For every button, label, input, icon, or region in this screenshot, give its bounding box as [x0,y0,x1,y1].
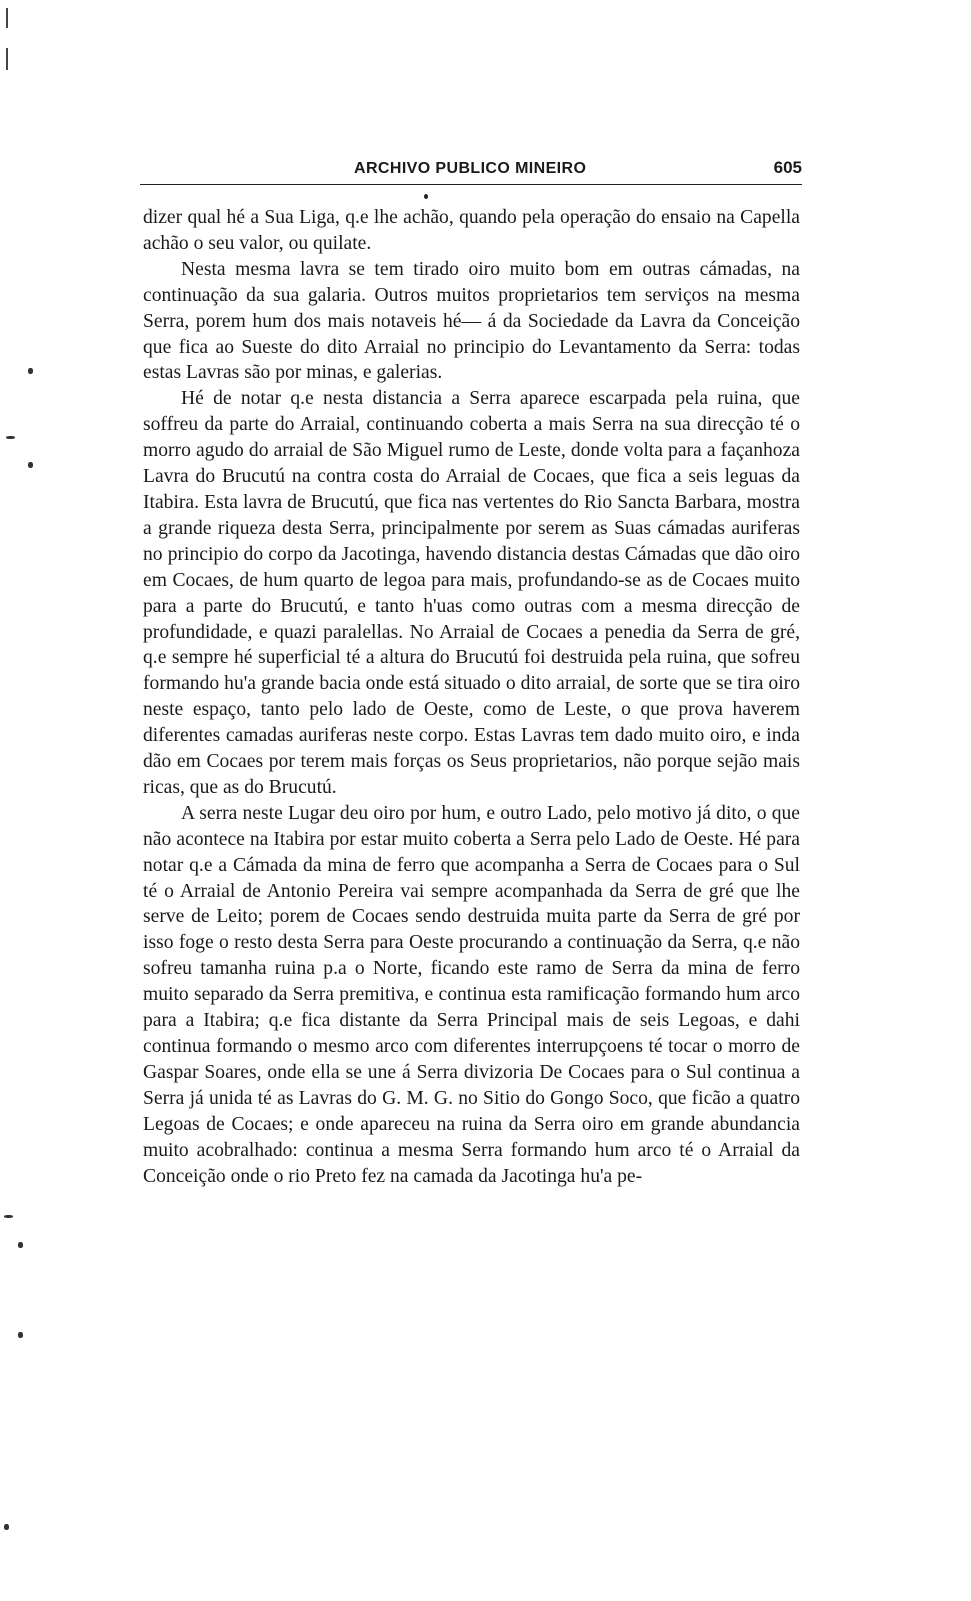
paragraph-continued: dizer qual hé a Sua Liga, q.e lhe achão, quando pela operação do ensaio na Capella achão o seu valor, ou quilate. [143,207,800,254]
scan-artifact [6,48,8,70]
paragraph: Nesta mesma lavra se tem tirado oiro muito bom em outras cámadas, na continuação da sua galaria. Outros muitos proprietarios tem serviços na mesma Serra, porem hum dos mais notaveis hé— á da Sociedade da Lavra da Conceição que fica ao Sueste do dito Arraial no principio do Levantamento da Serra: todas estas Lavras são por minas, e galerias. [143,258,800,384]
scan-artifact [4,1524,9,1530]
scan-artifact [6,8,8,28]
header-rule [140,184,802,185]
scan-artifact [28,462,33,468]
scan-artifact [18,1332,23,1338]
page-header [140,158,802,182]
scan-artifact [28,368,33,374]
running-title: ARCHIVO PUBLICO MINEIRO [354,160,587,177]
body-text [143,205,800,1189]
scan-artifact [6,436,15,439]
paragraph: A serra neste Lugar deu oiro por hum, e outro Lado, pelo motivo já dito, o que não acontece na Itabira por estar muito coberta a Serra pelo Lado de Oeste. Hé para notar q.e a Cámada da mina de ferro que acompanha a Serra de Cocaes para o Sul té o Arraial de Antonio Pereira vai sempre acompanhada da Serra de gré que lhe serve de Leito; porem de Cocaes sendo destruida muita parte da Serra de gré por isso foge o resto desta Serra para Oeste procurando a continuação da Serra, q.e não sofreu tamanha ruina p.a o Norte, ficando este ramo de Serra da mina de ferro muito separado da Serra premitiva, e continua esta ramificação formando hum arco para a Itabira; q.e fica distante da Serra Principal mais de seis Legoas, e dahi continua formando o mesmo arco com diferentes interrupçoens té tocar o morro de Gaspar Soares, onde ella se une á Serra divizoria De Cocaes para o Sul continua a Serra já unida té as Lavras do G. M. G. no Sitio do Gongo Soco, que ficão a quatro Legoas de Cocaes; e onde apareceu na ruina da Serra oiro em grande abundancia muito acobralhado: continua a mesma Serra formando hum arco té o Arraial da Conceição onde o rio Preto fez na camada da Jacotinga hu'a pe- [143,802,800,1187]
scan-artifact [18,1242,23,1248]
scan-artifact [4,1215,13,1218]
paragraph: Hé de notar q.e nesta distancia a Serra aparece escarpada pela ruina, que soffreu da parte do Arraial, continuando coberta a mais Serra na sua direcção té o morro agudo do arraial de São Miguel rumo de Leste, donde volta para a façanhoza Lavra do Brucutú na contra costa do Arraial de Cocaes, que fica a seis leguas da Itabira. Esta lavra de Brucutú, que fica nas vertentes do Rio Sancta Barbara, mostra a grande riqueza desta Serra, principalmente por serem as Suas cámadas auriferas no principio do corpo da Jacotinga, havendo distancia destas Cámadas que dão oiro em Cocaes, de hum quarto de legoa para mais, profundando-se as de Cocaes muito para a parte do Brucutú, e tanto h'uas como outras com a mesma direcção de profundidade, e quazi paralellas. No Arraial de Cocaes a penedia da Serra de gré, q.e sempre hé superficial té a altura do Brucutú foi destruida pela ruina, que sofreu formando hu'a grande bacia onde está situado o dito arraial, de sorte que se tira oiro neste espaço, tanto pelo lado de Oeste, como de Leste, o que prova haverem diferentes camadas auriferas neste corpo. Estas Lavras tem dado muito oiro, e inda dão em Cocaes por terem mais forças os Seus proprietarios, não porque sejão mais ricas, que as do Brucutú. [143,388,800,798]
rule-ornament [424,194,428,199]
page-number: 605 [773,158,802,177]
